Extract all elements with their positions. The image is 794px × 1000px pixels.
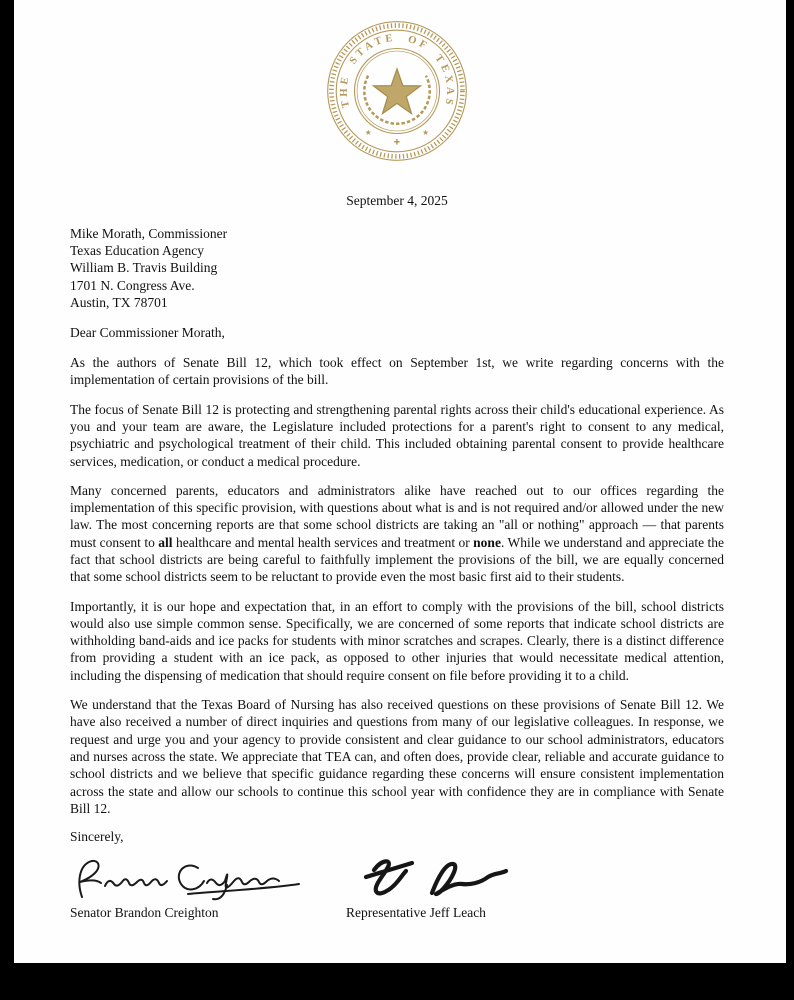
- paragraph-text: Many concerned parents, educators and administrators alike have reached out to our offices regarding the implementation of this specific provision, with questions about what is and is not required and/or allowed under the new law. The most concerning reports are that some school districts are taking an "all or nothing" approach — that parents must consent to: [70, 482, 724, 550]
- paragraph-text: We understand that the Texas Board of Nursing has also received questions on these provisions of Senate Bill 12. We have also received a number of direct inquiries and questions from many of our legislative colleagues. In response, we request and urge you and your agency to provide consistent and clear guidance to our school administrators, educators and nurses across the state. We appreciate that TEA can, and often does, provide clear, reliable and accurate guidance to school districts and we believe that specific guidance regarding these concerns will ensure consistent implementation across the state and allow our schools to continue this school year with confidence they are in compliance with Senate Bill 12.: [70, 697, 724, 816]
- signature-block-leach: [346, 853, 526, 921]
- letter-paragraph: [70, 482, 724, 586]
- letterhead: [70, 6, 724, 181]
- letter-paragraph: [70, 401, 724, 470]
- letter-paragraph: [70, 354, 724, 389]
- texas-state-seal-icon: [312, 6, 482, 176]
- paragraph-text: The focus of Senate Bill 12 is protecting and strengthening parental rights across their child's educational experience. As you and your team are aware, the Legislature included protections for a parent's right to consent to any medical, psychiatric and psychological treatment of their child. This included obtaining parental consent to provide healthcare services, medication, or conduct a medical procedure.: [70, 401, 724, 469]
- recipient-block: [70, 225, 724, 311]
- signer-name: Senator Brandon Creighton: [70, 905, 219, 921]
- seal-cross-ornament: ✚: [393, 137, 401, 147]
- signer-name: Representative Jeff Leach: [346, 905, 486, 921]
- closing: Sincerely,: [70, 829, 124, 845]
- letter-paragraph: [70, 598, 724, 684]
- recipient-line: Texas Education Agency: [70, 243, 205, 259]
- recipient-line: William B. Travis Building: [70, 260, 218, 276]
- signature-brandon-creighton-image: [70, 853, 302, 907]
- recipient-line: Austin, TX 78701: [70, 294, 168, 310]
- paragraph-text: healthcare and mental health services and treatment or: [172, 534, 474, 550]
- signature-row: [70, 853, 724, 921]
- seal-star-right: ★: [422, 128, 430, 138]
- paragraph-text: . While we understand and appreciate the fact that school districts are being careful to faithfully implement the provisions of the bill, we are equally concerned that some school districts seem to be reluctant to provide even the most basic first aid to their students.: [70, 534, 724, 585]
- emphasized-text: all: [158, 534, 173, 550]
- recipient-line: Mike Morath, Commissioner: [70, 226, 228, 241]
- paragraph-text: Importantly, it is our hope and expectation that, in an effort to comply with the provisions of the bill, school districts would also use simple common sense. Specifically, we are concerned of some reports that indicate school districts are withholding band-aids and ice packs for students with minor scratches and scrapes. Clearly, there is a distinct difference from providing a student with an ice pack, as opposed to other injuries that would necessitate medical attention, including the dispensing of medication that should require consent on file before providing it to a child.: [70, 598, 724, 683]
- paragraph-text: As the authors of Senate Bill 12, which took effect on September 1st, we write regarding concerns with the implementation of certain provisions of the bill.: [70, 355, 724, 388]
- letter-date: September 4, 2025: [346, 193, 448, 208]
- recipient-line: 1701 N. Congress Ave.: [70, 277, 195, 293]
- signature-block-creighton: [70, 853, 346, 921]
- letter-page: [14, 0, 786, 963]
- seal-lone-star: [374, 69, 421, 114]
- seal-star-left: ★: [364, 128, 372, 138]
- letter-body: [70, 354, 724, 817]
- seal-text: THE STATE OF TEXAS: [338, 32, 456, 109]
- emphasized-text: none: [473, 534, 501, 550]
- signature-jeff-leach-image: [346, 853, 526, 907]
- salutation: Dear Commissioner Morath,: [70, 325, 225, 341]
- letter-paragraph: [70, 696, 724, 817]
